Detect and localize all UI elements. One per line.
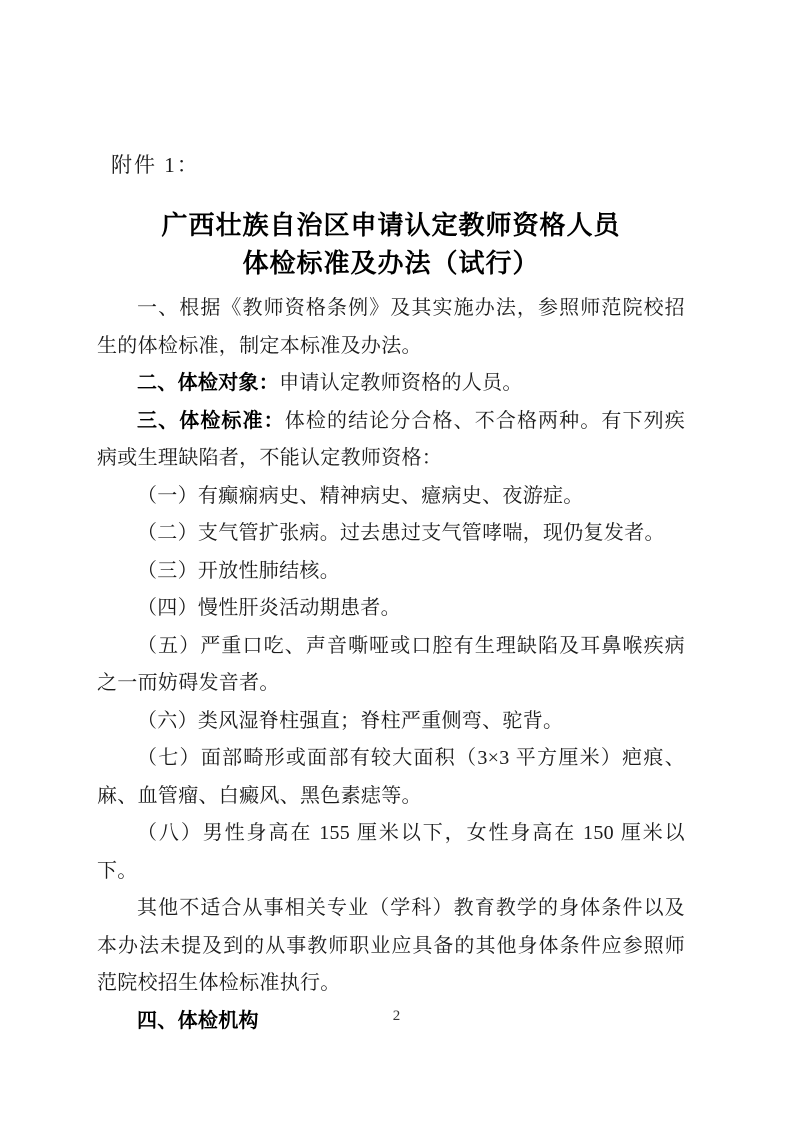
paragraph-9: （六）类风湿脊柱强直；脊柱严重侧弯、驼背。 <box>137 709 564 732</box>
paragraph-10: （七）面部畸形或面部有较大面积（3×3 平方厘米）疤痕、麻、血管瘤、白癜风、黑色素痣等。 <box>97 747 685 807</box>
document-content <box>97 150 685 1040</box>
paragraph-3: 三、体检标准：体检的结论分合格、不合格两种。有下列疾病或生理缺陷者，不能认定教师资格： <box>97 409 686 469</box>
paragraph-13: 四、体检机构 <box>137 1009 259 1032</box>
body-paragraphs <box>97 290 685 1040</box>
paragraph-1: 一、根据《教师资格条例》及其实施办法，参照师范院校招生的体检标准，制定本标准及办法。 <box>97 297 685 357</box>
document-title-line1: 广西壮族自治区申请认定教师资格人员 <box>161 210 621 240</box>
paragraph-8: （五）严重口吃、声音嘶哑或口腔有生理缺陷及耳鼻喉疾病之一而妨碍发音者。 <box>97 634 685 694</box>
page-number: 2 <box>392 1008 401 1024</box>
paragraph-6: （三）开放性肺结核。 <box>137 559 340 582</box>
paragraph-5: （二）支气管扩张病。过去患过支气管哮喘，现仍复发者。 <box>137 522 665 544</box>
paragraph-12: 其他不适合从事相关专业（学科）教育教学的身体条件以及本办法未提及到的从事教师职业应具备的其他身体条件应参照师范院校招生体检标准执行。 <box>97 897 685 994</box>
attachment-label: 附件 1： <box>111 153 200 177</box>
document-title <box>97 206 685 282</box>
paragraph-4: （一）有癫痫病史、精神病史、癔病史、夜游症。 <box>137 484 584 507</box>
document-title-line2: 体检标准及办法（试行） <box>242 248 540 278</box>
paragraph-7: （四）慢性肝炎活动期患者。 <box>137 597 401 619</box>
paragraph-2: 二、体检对象：申请认定教师资格的人员。 <box>137 372 523 394</box>
paragraph-11: （八）男性身高在 155 厘米以下，女性身高在 150 厘米以下。 <box>97 822 685 882</box>
